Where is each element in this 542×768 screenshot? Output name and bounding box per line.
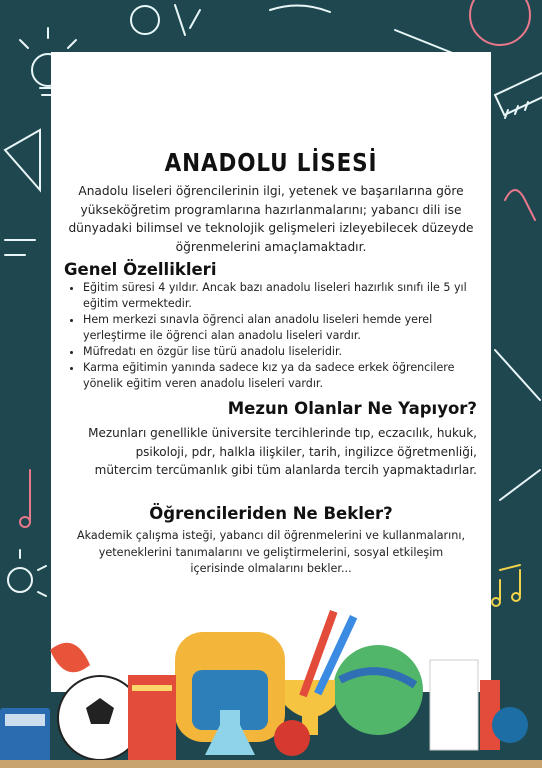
graduates-text: Mezunları genellikle üniversite tercihlerinde tıp, eczacılık, hukuk, psikoloji, pdr, halkla ilişkiler, tarih, ingilizce öğretmenliği, mütercim tercümanlık gibi tüm alanlarda tercih yapmaktadırlar.	[88, 426, 477, 478]
section-heading-graduates: Mezun Olanlar Ne Yapıyor?	[227, 399, 477, 418]
section-heading-general: Genel Özellikleri	[64, 260, 217, 279]
expectations-text: Akademik çalışma isteği, yabancı dil öğrenmelerini ve kullanmalarını, yeteneklerini tanımalarını ve geliştirmelerini, sosyal etkileşim içerisinde olmalarını bekler...	[76, 529, 466, 575]
list-item: • Eğitim süresi 4 yıldır. Ancak bazı anadolu liseleri hazırlık sınıfı ile 5 yıl eğitim vermektedir.	[83, 280, 495, 312]
ruler-icon	[495, 70, 542, 118]
section-heading-expectations: Öğrencileriden Ne Bekler?	[149, 504, 393, 523]
list-item: • Hem merkezi sınavla öğrenci alan anadolu liseleri hemde yerel yerleştirme ile öğrenci alan anadolu liseleri vardır.	[83, 312, 495, 344]
school-supplies-illustration	[0, 590, 542, 768]
page-title: ANADOLU LİSESİ	[164, 148, 378, 177]
list-item: • Müfredatı en özgür lise türü anadolu liseleridir.	[83, 344, 495, 360]
features-list	[69, 280, 495, 392]
intro-text: Anadolu liseleri öğrencilerinin ilgi, yetenek ve başarılarına göre yükseköğretim programlarına hazırlanmalarını; yabancı dili ise dünyadaki bilimsel ve teknolojik gelişmeleri izleyebilecek düzeyde öğrenmelerini amaçlamaktadır.	[68, 184, 474, 254]
list-item: • Karma eğitimin yanında sadece kız ya da sadece erkek öğrencilere yönelik eğitim veren anadolu liseleri vardır.	[83, 360, 495, 392]
music-note-icon	[20, 470, 30, 527]
